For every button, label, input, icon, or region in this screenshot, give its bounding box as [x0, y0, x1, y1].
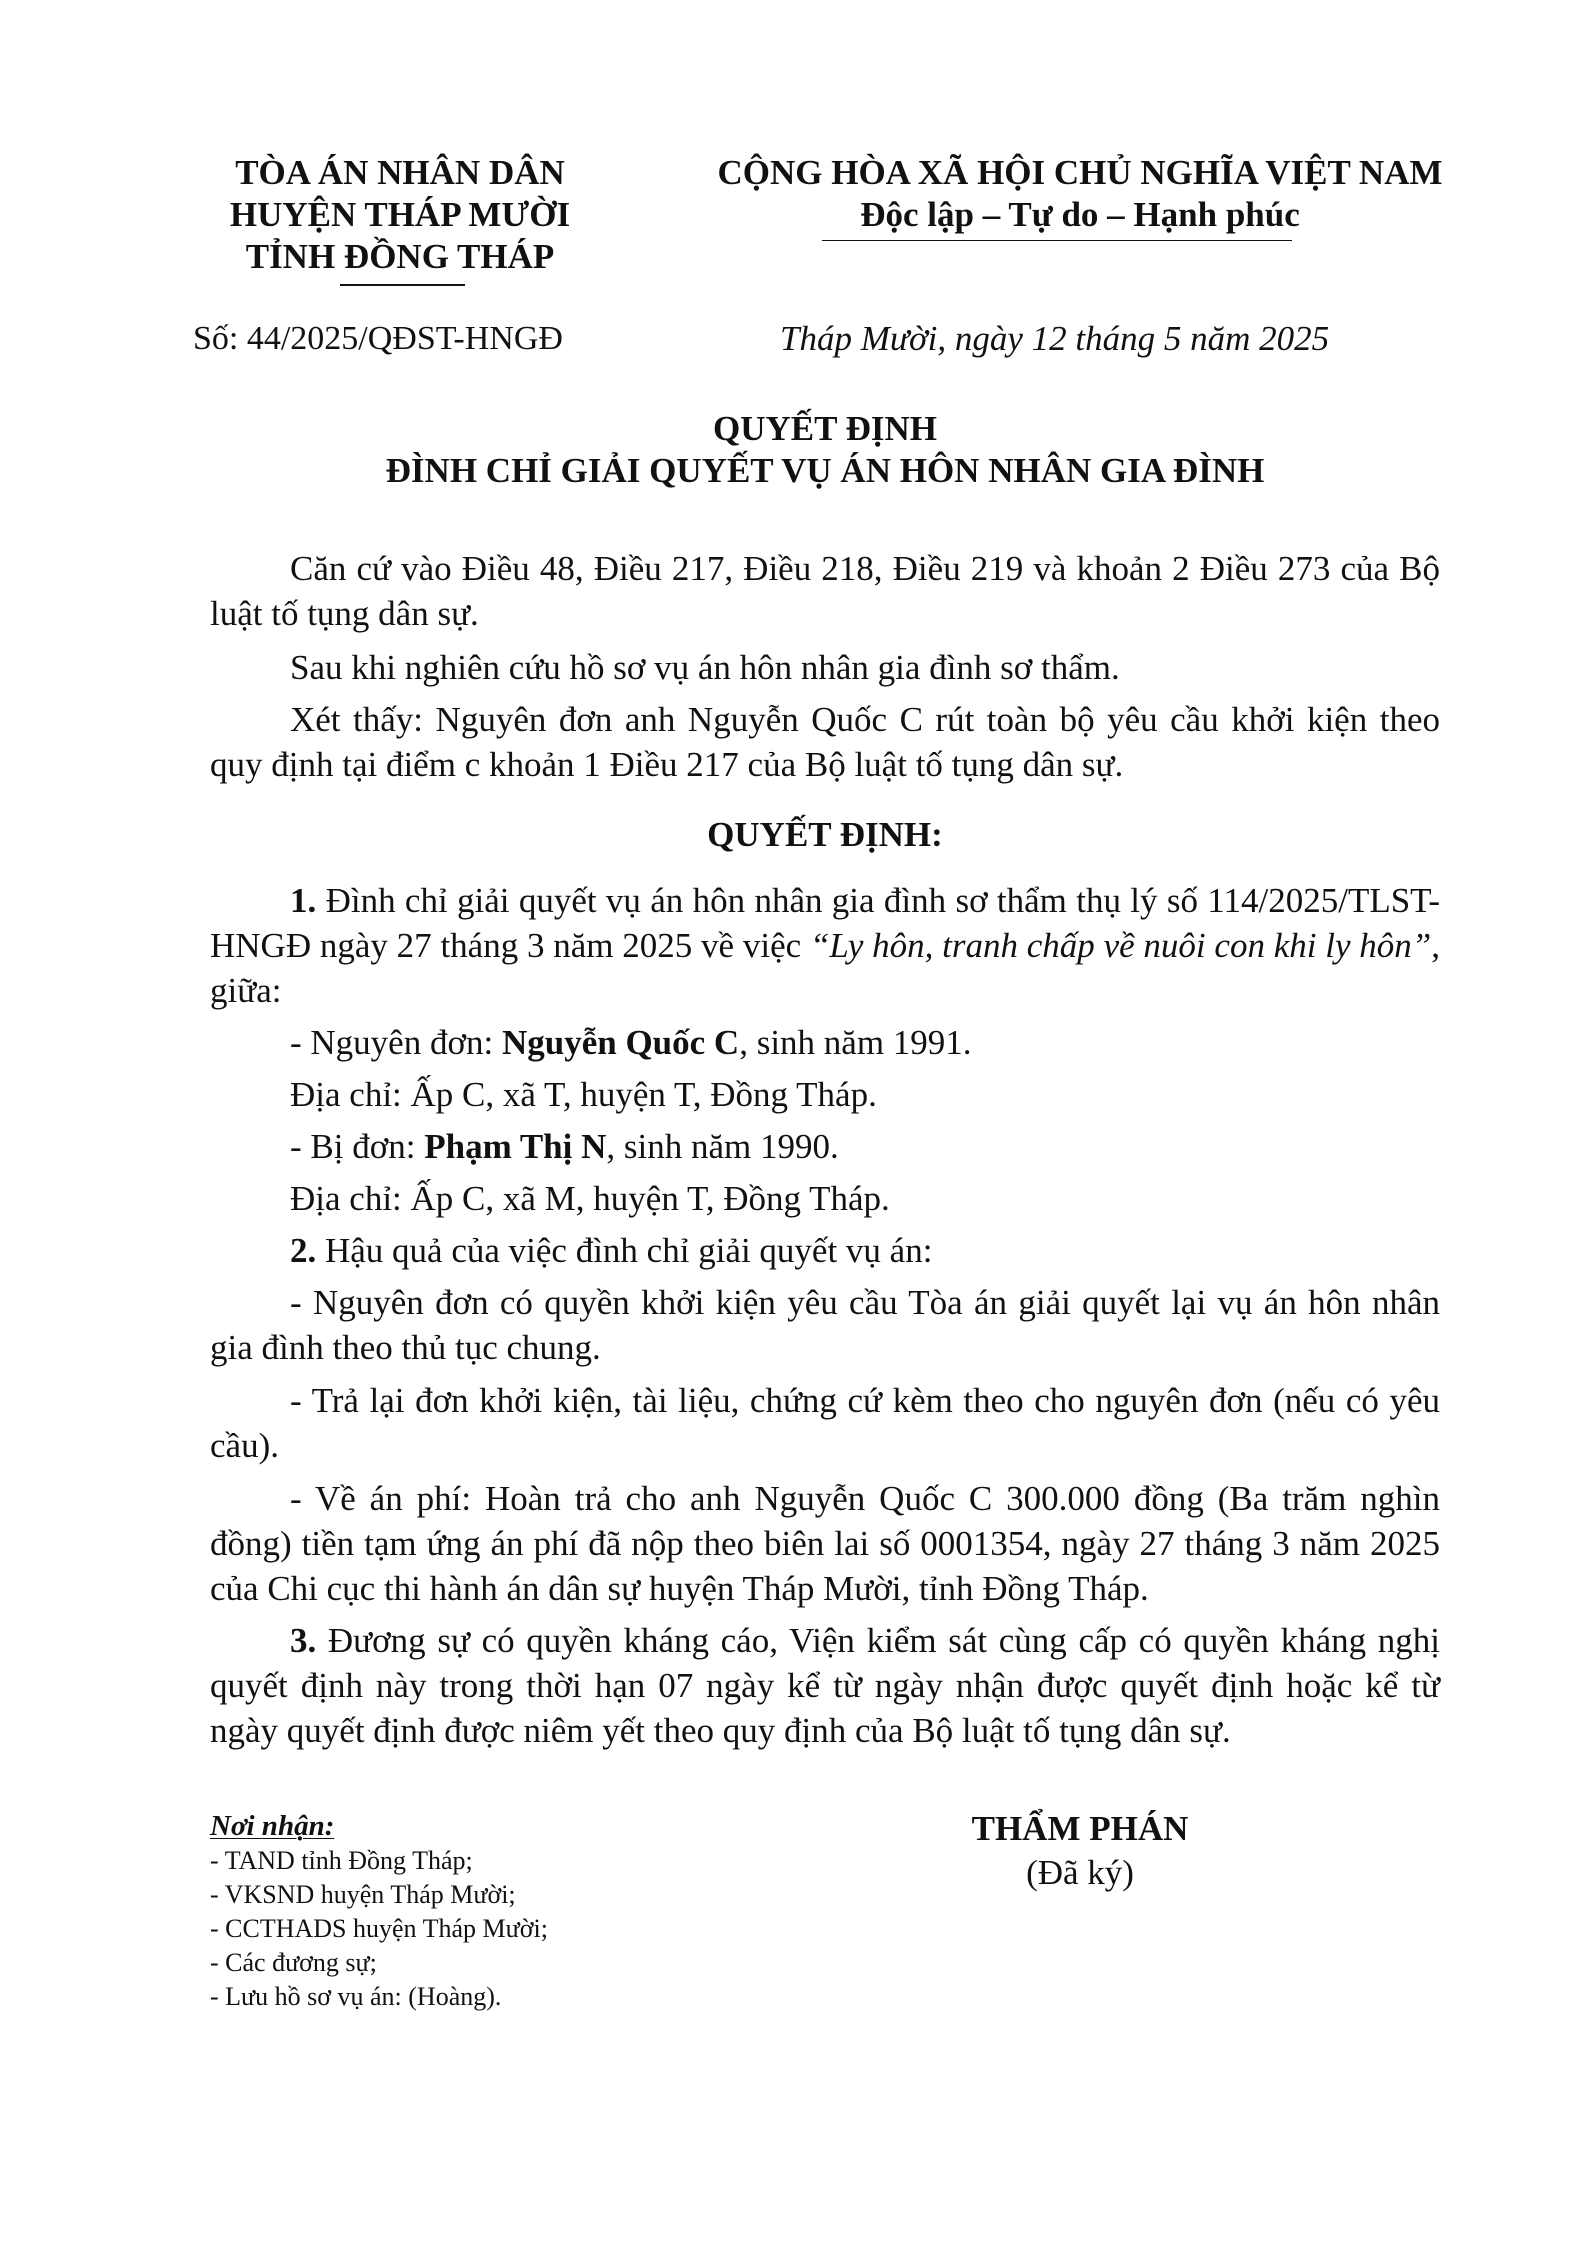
plaintiff-birth: , sinh năm 1991.	[739, 1023, 972, 1062]
defendant-name: Phạm Thị N	[424, 1127, 607, 1166]
item-3-number: 3.	[290, 1621, 317, 1660]
signature-title: THẨM PHÁN	[971, 1809, 1189, 1848]
recipient-item: - VKSND huyện Tháp Mười;	[210, 1880, 516, 1909]
recipient-item: - Các đương sự;	[210, 1948, 377, 1977]
decision-item-2	[290, 1228, 1440, 1273]
court-name-underline	[340, 284, 465, 286]
nation-motto: Độc lập – Tự do – Hạnh phúc	[860, 195, 1300, 234]
recipients-label: Nơi nhận:	[210, 1810, 335, 1842]
decision-item-1	[210, 878, 1440, 1013]
item-1-text: Đình chỉ giải quyết vụ án hôn nhân gia đình sơ thẩm thụ lý số 114/2025/TLST-HNGĐ ngày 27 tháng 3 năm 2025 về việc	[210, 881, 1440, 965]
recipient-item: - Lưu hồ sơ vụ án: (Hoàng).	[210, 1982, 502, 2011]
case-subject: “Ly hôn, tranh chấp về nuôi con khi ly hôn”	[809, 926, 1432, 965]
document-title: QUYẾT ĐỊNH	[713, 409, 937, 448]
item-1-number: 1.	[290, 881, 317, 920]
preamble-legal-basis: Căn cứ vào Điều 48, Điều 217, Điều 218, Điều 219 và khoản 2 Điều 273 của Bộ luật tố tụng dân sự.	[210, 549, 1440, 633]
court-line-3: TỈNH ĐỒNG THÁP	[245, 237, 555, 276]
consequence-court-fee: - Về án phí: Hoàn trả cho anh Nguyễn Quốc C 300.000 đồng (Ba trăm nghìn đồng) tiền tạm ứng án phí đã nộp theo biên lai số 0001354, ngày 27 tháng 3 năm 2025 của Chi cục thi hành án dân sự huyện Tháp Mười, tỉnh Đồng Tháp.	[210, 1479, 1440, 1608]
consequence-2: - Trả lại đơn khởi kiện, tài liệu, chứng cứ kèm theo cho nguyên đơn (nếu có yêu cầu).	[210, 1381, 1440, 1465]
decision-heading: QUYẾT ĐỊNH:	[707, 815, 943, 854]
recipient-item: - TAND tỉnh Đồng Tháp;	[210, 1846, 473, 1875]
recipient-item: - CCTHADS huyện Tháp Mười;	[210, 1914, 548, 1943]
place-date: Tháp Mười, ngày 12 tháng 5 năm 2025	[780, 319, 1330, 358]
recipients-block	[210, 1808, 770, 2014]
plaintiff-address: Địa chỉ: Ấp C, xã T, huyện T, Đồng Tháp.	[290, 1075, 877, 1114]
plaintiff-name: Nguyễn Quốc C	[501, 1023, 740, 1062]
preamble-finding: Xét thấy: Nguyên đơn anh Nguyễn Quốc C rút toàn bộ yêu cầu khởi kiện theo quy định tại điểm c khoản 1 Điều 217 của Bộ luật tố tụng dân sự.	[210, 700, 1440, 784]
defendant-line	[290, 1124, 1440, 1169]
item-1-tail: , giữa:	[210, 926, 1440, 1010]
court-line-1: TÒA ÁN NHÂN DÂN	[235, 153, 565, 192]
defendant-address: Địa chỉ: Ấp C, xã M, huyện T, Đồng Tháp.	[290, 1179, 890, 1218]
plaintiff-label: - Nguyên đơn:	[290, 1023, 502, 1062]
defendant-label: - Bị đơn:	[290, 1127, 425, 1166]
defendant-birth: , sinh năm 1990.	[606, 1127, 839, 1166]
document-number: Số: 44/2025/QĐST-HNGĐ	[193, 320, 563, 357]
item-3-text: Đương sự có quyền kháng cáo, Viện kiểm sát cùng cấp có quyền kháng nghị quyết định này trong thời hạn 07 ngày kể từ ngày nhận được quyết định hoặc kể từ ngày quyết định được niêm yết theo quy định của Bộ luật tố tụng dân sự.	[210, 1621, 1440, 1750]
consequence-1: - Nguyên đơn có quyền khởi kiện yêu cầu Tòa án giải quyết lại vụ án hôn nhân gia đình theo thủ tục chung.	[210, 1283, 1440, 1367]
item-2-text: Hậu quả của việc đình chỉ giải quyết vụ án:	[316, 1231, 933, 1270]
decision-item-3	[210, 1618, 1440, 1753]
signature-status: (Đã ký)	[1026, 1853, 1134, 1892]
court-line-2: HUYỆN THÁP MƯỜI	[229, 195, 571, 234]
preamble-review: Sau khi nghiên cứu hồ sơ vụ án hôn nhân gia đình sơ thẩm.	[290, 648, 1120, 687]
document-subtitle: ĐÌNH CHỈ GIẢI QUYẾT VỤ ÁN HÔN NHÂN GIA ĐÌNH	[385, 451, 1265, 490]
item-2-number: 2.	[290, 1231, 317, 1270]
nation-title: CỘNG HÒA XÃ HỘI CHỦ NGHĨA VIỆT NAM	[717, 153, 1443, 192]
court-name	[180, 152, 620, 278]
motto-underline	[822, 240, 1292, 241]
plaintiff-line	[290, 1020, 1440, 1065]
